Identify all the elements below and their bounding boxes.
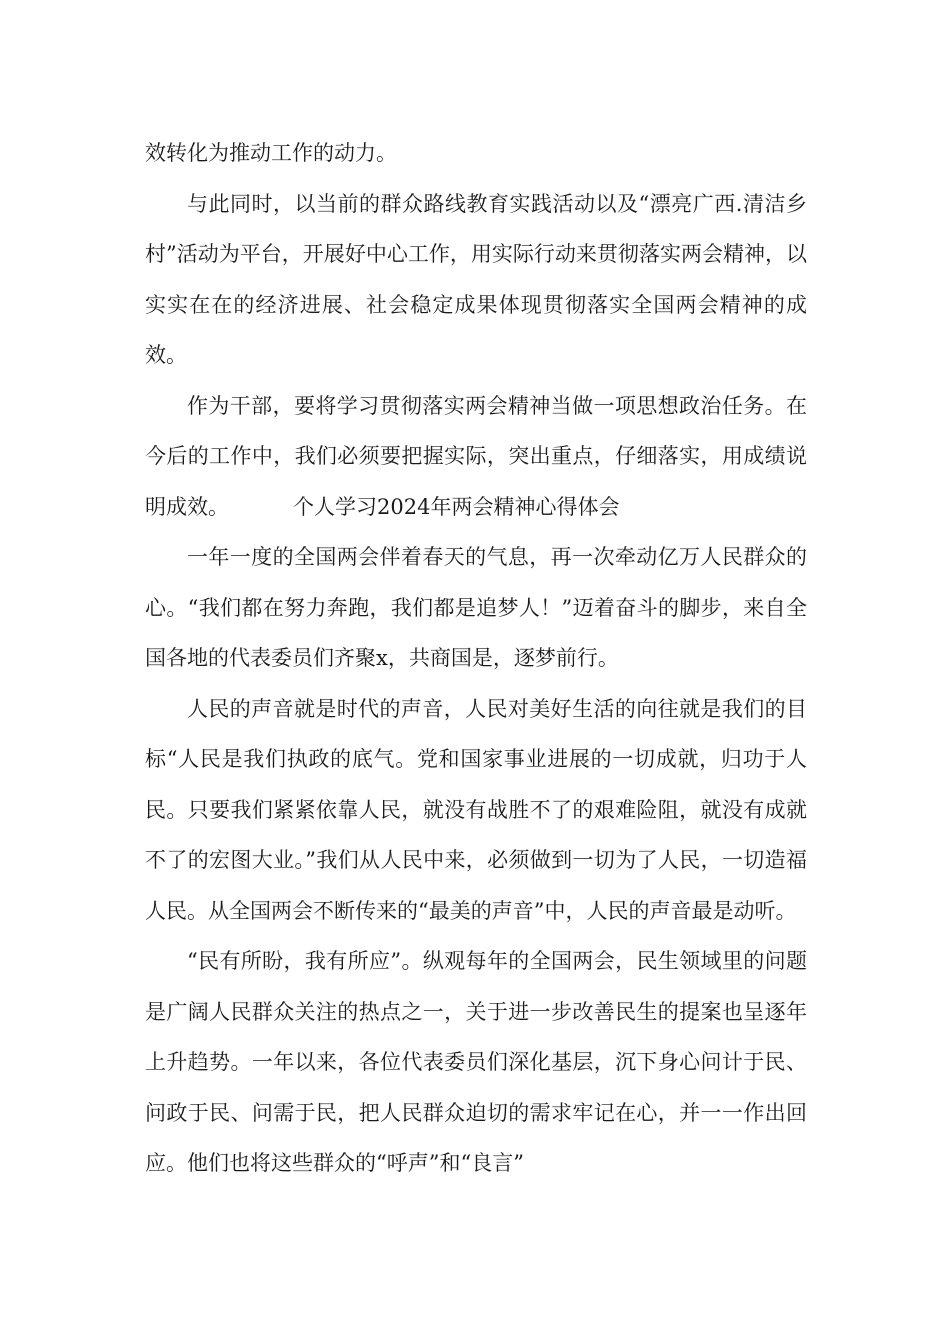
paragraph-3 [145,381,807,533]
paragraph-3-text: 作为干部，要将学习贯彻落实两会精神当做一项思想政治任务。在今后的工作中，我们必须要把握实际，突出重点，仔细落实，用成绩说明成效。 [145,393,807,519]
paragraph-4: 一年一度的全国两会伴着春天的气息，再一次牵动亿万人民群众的心。“我们都在努力奔跑，我们都是追梦人！”迈着奋斗的脚步，来自全国各地的代表委员们齐聚x，共商国是，逐梦前行。 [145,545,807,670]
document-body [145,128,807,1189]
section-heading: 个人学习2024年两会精神心得体会 [293,494,620,519]
paragraph-1: 效转化为推动工作的动力。 [145,141,397,165]
paragraph-6: “民有所盼，我有所应”。纵观每年的全国两会，民生领域里的问题是广阔人民群众关注的热点之一，关于进一步改善民生的提案也呈逐年上升趋势。一年以来，各位代表委员们深化基层，沉下身心问计于民、问政于民、问需于民，把人民群众迫切的需求牢记在心，并一一作出回应。他们也将这些群众的“呼声”和“良言” [145,949,807,1175]
paragraph-2: 与此同时，以当前的群众路线教育实践活动以及“漂亮广西.清洁乡村”活动为平台，开展好中心工作，用实际行动来贯彻落实两会精神，以实实在在的经济进展、社会稳定成果体现贯彻落实全国两会精神的成效。 [145,191,807,367]
paragraph-5: 人民的声音就是时代的声音，人民对美好生活的向往就是我们的目标“人民是我们执政的底气。党和国家事业进展的一切成就，归功于人民。只要我们紧紧依靠人民，就没有战胜不了的艰难险阻，就没有成就不了的宏图大业。”我们从人民中来，必须做到一切为了人民，一切造福人民。从全国两会不断传来的“最美的声音”中，人民的声音最是动听。 [145,696,807,923]
